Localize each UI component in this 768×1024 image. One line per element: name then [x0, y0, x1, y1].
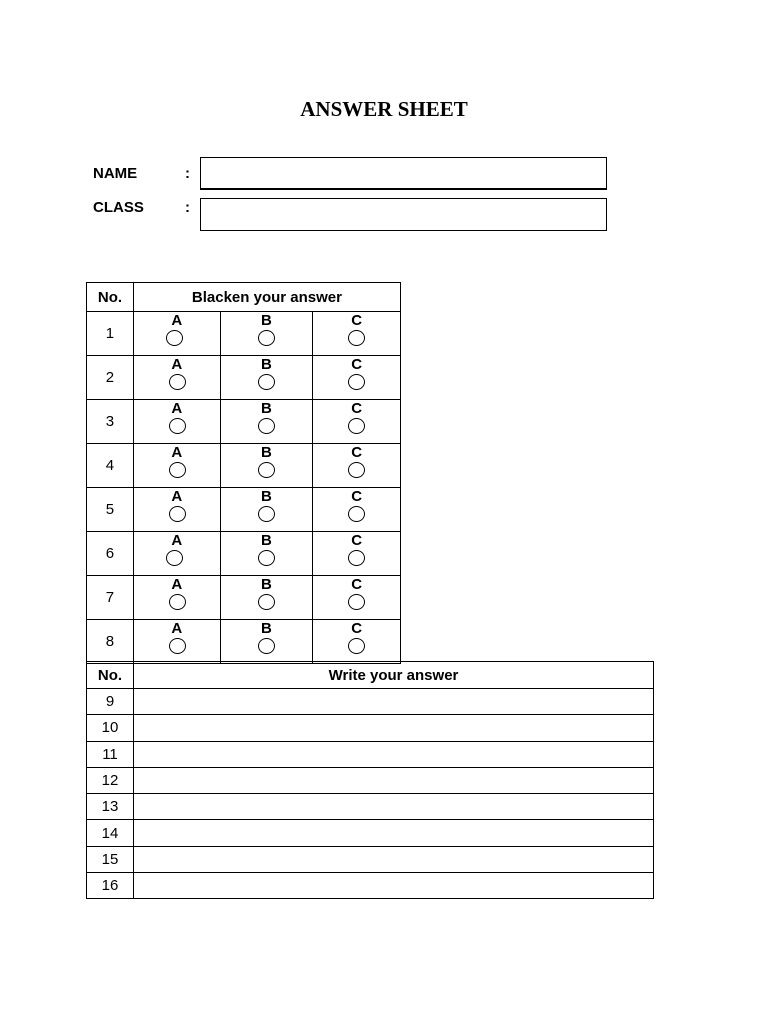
option-letter: B — [261, 312, 272, 329]
question-number: 11 — [87, 741, 134, 767]
answer-field[interactable] — [134, 794, 654, 820]
option-letter: B — [261, 356, 272, 373]
written-question-row — [87, 820, 654, 846]
option-letter: A — [171, 532, 183, 549]
option-letter: B — [261, 620, 272, 637]
written-question-row — [87, 794, 654, 820]
wr-header-row — [87, 662, 654, 689]
question-number: 3 — [87, 400, 134, 444]
question-number: 14 — [87, 820, 134, 846]
answer-bubble[interactable] — [166, 550, 183, 566]
class-colon: : — [185, 199, 190, 216]
option-letter: A — [171, 312, 183, 329]
question-number: 15 — [87, 846, 134, 872]
answer-bubble[interactable] — [348, 638, 365, 654]
option-letter: C — [351, 576, 363, 593]
answer-bubble[interactable] — [258, 550, 275, 566]
written-question-row — [87, 767, 654, 793]
option-letter: C — [351, 488, 363, 505]
option-letter: C — [351, 356, 363, 373]
question-number: 2 — [87, 356, 134, 400]
answer-bubble[interactable] — [348, 506, 365, 522]
answer-bubble[interactable] — [258, 506, 275, 522]
option-cell-a — [133, 620, 220, 664]
answer-bubble[interactable] — [348, 462, 365, 478]
question-number: 4 — [87, 444, 134, 488]
option-cell-a — [133, 488, 220, 532]
mc-question-row — [87, 400, 401, 444]
answer-field[interactable] — [134, 741, 654, 767]
option-cell-a — [133, 400, 220, 444]
answer-bubble[interactable] — [348, 594, 365, 610]
question-number: 7 — [87, 576, 134, 620]
question-number: 10 — [87, 715, 134, 741]
option-letter: B — [261, 576, 272, 593]
question-number: 16 — [87, 873, 134, 899]
answer-bubble[interactable] — [258, 330, 275, 346]
name-colon: : — [185, 165, 190, 182]
answer-bubble[interactable] — [348, 550, 365, 566]
wr-header-answer: Write your answer — [134, 662, 654, 689]
answer-bubble[interactable] — [258, 418, 275, 434]
answer-bubble[interactable] — [258, 594, 275, 610]
question-number: 8 — [87, 620, 134, 664]
option-letter: B — [261, 400, 272, 417]
class-label: CLASS — [93, 199, 144, 216]
written-question-row — [87, 873, 654, 899]
mc-question-row — [87, 532, 401, 576]
answer-field[interactable] — [134, 767, 654, 793]
answer-bubble[interactable] — [169, 594, 186, 610]
written-question-row — [87, 689, 654, 715]
written-question-row — [87, 741, 654, 767]
option-letter: B — [261, 532, 272, 549]
class-field[interactable] — [200, 198, 607, 231]
option-cell-c — [313, 312, 401, 356]
written-question-row — [87, 715, 654, 741]
option-letter: A — [171, 356, 183, 373]
mc-header-row — [87, 283, 401, 312]
question-number: 1 — [87, 312, 134, 356]
option-cell-b — [220, 312, 313, 356]
mc-question-row — [87, 356, 401, 400]
question-number: 9 — [87, 689, 134, 715]
mc-header-answer: Blacken your answer — [133, 283, 400, 312]
option-cell-b — [220, 532, 313, 576]
answer-bubble[interactable] — [258, 374, 275, 390]
mc-header-no: No. — [87, 283, 134, 312]
page-title: ANSWER SHEET — [300, 97, 468, 121]
answer-bubble[interactable] — [348, 418, 365, 434]
option-cell-b — [220, 620, 313, 664]
option-letter: A — [171, 488, 183, 505]
question-number: 5 — [87, 488, 134, 532]
mc-question-row — [87, 444, 401, 488]
option-cell-a — [133, 532, 220, 576]
option-cell-c — [313, 356, 401, 400]
option-cell-c — [313, 532, 401, 576]
question-number: 12 — [87, 767, 134, 793]
name-label: NAME — [93, 165, 138, 182]
option-cell-b — [220, 400, 313, 444]
answer-field[interactable] — [134, 846, 654, 872]
option-letter: A — [171, 576, 183, 593]
written-question-row — [87, 846, 654, 872]
option-letter: C — [351, 312, 363, 329]
option-letter: C — [351, 620, 363, 637]
answer-field[interactable] — [134, 715, 654, 741]
option-cell-b — [220, 444, 313, 488]
option-letter: A — [171, 400, 183, 417]
answer-bubble[interactable] — [169, 462, 186, 478]
option-cell-a — [133, 312, 220, 356]
option-cell-a — [133, 356, 220, 400]
option-letter: A — [171, 444, 183, 461]
option-cell-c — [313, 444, 401, 488]
option-letter: A — [171, 620, 183, 637]
option-cell-c — [313, 620, 401, 664]
option-cell-a — [133, 576, 220, 620]
question-number: 6 — [87, 532, 134, 576]
mc-question-row — [87, 620, 401, 664]
option-letter: C — [351, 444, 363, 461]
answer-bubble[interactable] — [169, 374, 186, 390]
wr-header-no: No. — [87, 662, 134, 689]
answer-bubble[interactable] — [169, 418, 186, 434]
option-cell-c — [313, 488, 401, 532]
option-cell-c — [313, 400, 401, 444]
answer-bubble[interactable] — [169, 506, 186, 522]
mc-question-row — [87, 312, 401, 356]
answer-field[interactable] — [134, 689, 654, 715]
answer-field[interactable] — [134, 873, 654, 899]
name-field[interactable] — [200, 157, 607, 190]
option-cell-b — [220, 576, 313, 620]
written-answer-table — [86, 661, 654, 899]
mc-question-row — [87, 488, 401, 532]
answer-bubble[interactable] — [169, 638, 186, 654]
option-letter: C — [351, 400, 363, 417]
answer-field[interactable] — [134, 820, 654, 846]
option-letter: B — [261, 488, 272, 505]
question-number: 13 — [87, 794, 134, 820]
answer-bubble[interactable] — [166, 330, 183, 346]
answer-bubble[interactable] — [258, 638, 275, 654]
answer-bubble[interactable] — [348, 330, 365, 346]
answer-bubble[interactable] — [348, 374, 365, 390]
option-letter: C — [351, 532, 363, 549]
answer-bubble[interactable] — [258, 462, 275, 478]
option-letter: B — [261, 444, 272, 461]
option-cell-a — [133, 444, 220, 488]
option-cell-b — [220, 356, 313, 400]
mc-question-row — [87, 576, 401, 620]
multiple-choice-table — [86, 282, 401, 664]
option-cell-b — [220, 488, 313, 532]
option-cell-c — [313, 576, 401, 620]
